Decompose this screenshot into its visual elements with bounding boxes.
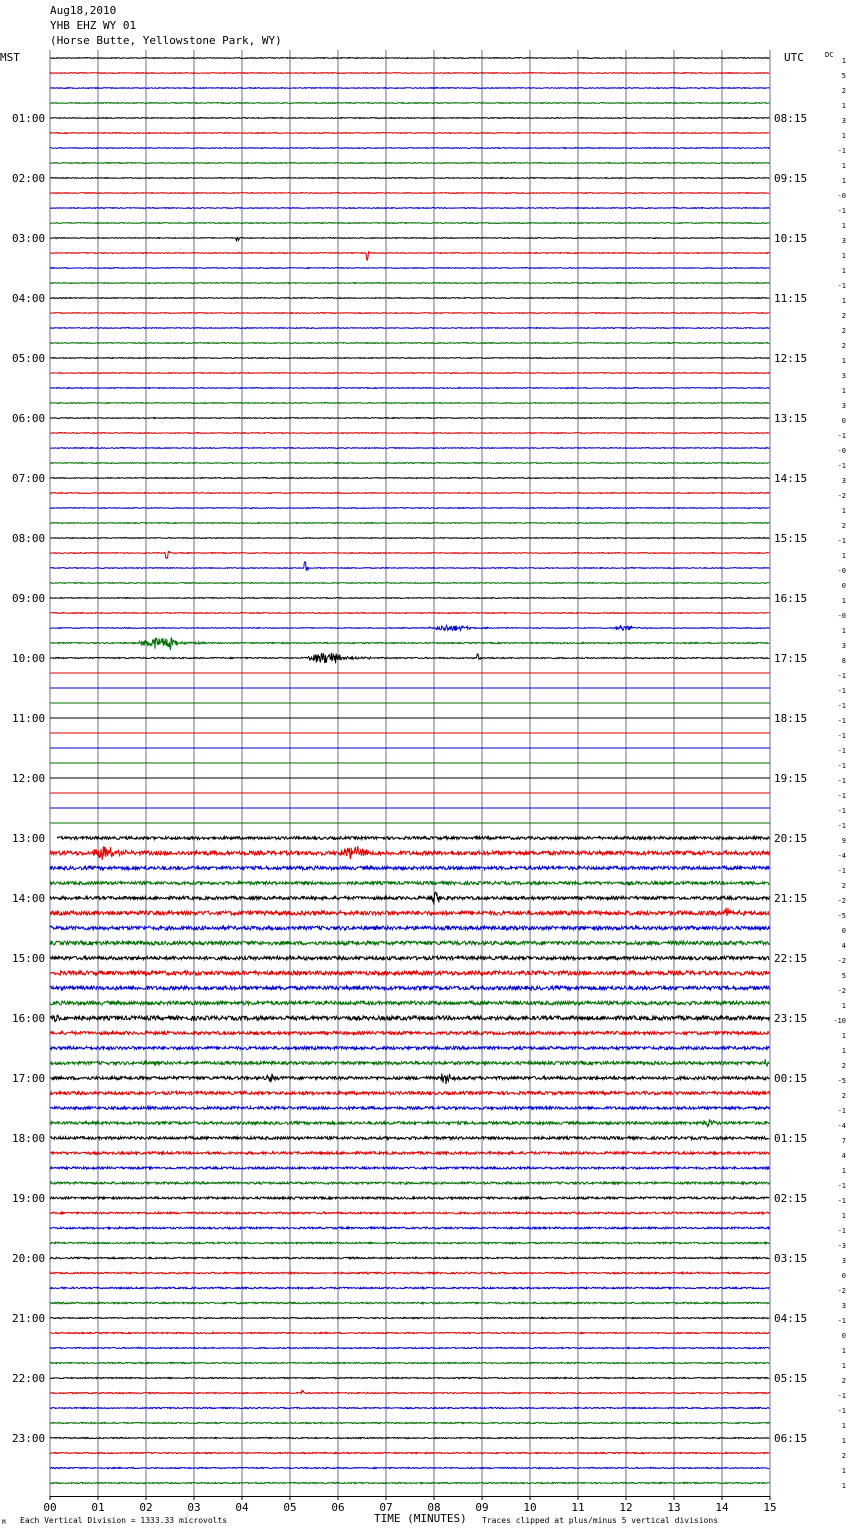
trace-row: [50, 956, 769, 960]
trace-row: [50, 1031, 769, 1034]
trace-row: [50, 523, 769, 524]
utc-hour-label: 18:15: [774, 712, 808, 725]
trace-row: [50, 1482, 769, 1483]
dc-offset-label: 2: [841, 1062, 846, 1070]
trace-row: [50, 1317, 769, 1318]
dc-offset-label: 1: [841, 1347, 846, 1355]
trace-row: [50, 941, 769, 945]
trace-row: [50, 237, 769, 241]
trace-row: [50, 118, 769, 119]
dc-offset-label: 1: [841, 1212, 846, 1220]
trace-row: [50, 298, 769, 299]
utc-hour-label: 03:15: [774, 1252, 808, 1265]
dc-offset-label: 3: [841, 477, 846, 485]
mst-hour-label: 09:00: [12, 592, 46, 605]
dc-offset-label: -1: [837, 1407, 846, 1415]
mst-hour-label: 14:00: [12, 892, 46, 905]
dc-offset-label: -2: [837, 492, 846, 500]
dc-offset-label: -1: [837, 1317, 846, 1325]
trace-row: [50, 1437, 769, 1438]
dc-offset-label: 0: [841, 1332, 846, 1340]
mst-hour-label: 20:00: [12, 1252, 46, 1265]
dc-offset-label: 1: [841, 1167, 846, 1175]
trace-row: [50, 493, 769, 494]
mst-hour-label: 03:00: [12, 232, 46, 245]
trace-row: [50, 193, 769, 194]
mst-hour-label: 18:00: [12, 1132, 46, 1145]
x-tick-label: 14: [715, 1501, 729, 1514]
trace-row: [50, 538, 769, 539]
dc-label: DC: [825, 51, 834, 59]
mst-hour-label: 05:00: [12, 352, 46, 365]
x-tick-label: 02: [139, 1501, 153, 1514]
trace-row: [50, 1212, 769, 1214]
dc-offset-label: 2: [841, 1452, 846, 1460]
mst-hour-label: 12:00: [12, 772, 46, 785]
trace-row: [57, 837, 769, 840]
utc-hour-label: 21:15: [774, 892, 808, 905]
trace-row: [50, 373, 769, 374]
dc-offset-label: -1: [837, 777, 846, 785]
trace-row: [50, 846, 769, 860]
trace-row: [50, 448, 769, 449]
trace-row: [50, 892, 769, 904]
dc-offset-label: -2: [837, 987, 846, 995]
dc-offset-label: -5: [837, 1077, 846, 1085]
x-tick-label: 04: [235, 1501, 249, 1514]
dc-offset-label: 3: [841, 117, 846, 125]
mst-hour-label: 23:00: [12, 1432, 46, 1445]
x-axis-line: [50, 1496, 770, 1497]
trace-row: [50, 1272, 769, 1274]
dc-offset-label: -1: [837, 822, 846, 830]
trace-row: [50, 1182, 769, 1184]
trace-row: [50, 583, 769, 584]
trace-row: [50, 1015, 769, 1022]
dc-offset-label: -4: [837, 852, 846, 860]
x-tick-label: 10: [523, 1501, 537, 1514]
dc-offset-label: 0: [841, 582, 846, 590]
mst-hour-label: 17:00: [12, 1072, 46, 1085]
dc-offset-label: 3: [841, 1302, 846, 1310]
dc-offset-label: 3: [841, 1257, 846, 1265]
utc-hour-label: 10:15: [774, 232, 808, 245]
header-date: Aug18,2010: [50, 4, 117, 17]
trace-row: [50, 926, 769, 930]
x-tick-label: 06: [331, 1501, 345, 1514]
dc-offset-label: 1: [841, 267, 846, 275]
utc-hour-label: 13:15: [774, 412, 808, 425]
trace-row: [50, 328, 769, 329]
dc-offset-label: 1: [841, 387, 846, 395]
dc-offset-label: 1: [841, 102, 846, 110]
dc-offset-label: 1: [841, 627, 846, 635]
x-tick-label: 07: [379, 1501, 393, 1514]
left-axis-label: MST: [0, 51, 20, 64]
dc-offset-label: 1: [841, 252, 846, 260]
trace-row: [50, 1242, 769, 1244]
dc-offset-label: -1: [837, 537, 846, 545]
trace-row: [50, 551, 769, 558]
dc-offset-label: 1: [841, 552, 846, 560]
trace-row: [50, 971, 769, 975]
trace-row: [50, 1167, 769, 1169]
dc-offset-label: 1: [841, 57, 846, 65]
utc-hour-label: 22:15: [774, 952, 808, 965]
utc-hour-label: 14:15: [774, 472, 808, 485]
x-tick-label: 01: [91, 1501, 105, 1514]
utc-hour-label: 04:15: [774, 1312, 808, 1325]
dc-offset-label: -1: [837, 792, 846, 800]
dc-offset-label: 1: [841, 1467, 846, 1475]
trace-row: [50, 1197, 769, 1199]
dc-offset-label: -1: [837, 687, 846, 695]
trace-row: [50, 1059, 769, 1067]
mst-hour-label: 04:00: [12, 292, 46, 305]
x-tick-label: 09: [475, 1501, 489, 1514]
trace-row: [50, 1107, 769, 1110]
trace-row: [50, 1001, 769, 1005]
dc-offset-label: -0: [837, 447, 846, 455]
trace-row: [50, 1302, 769, 1304]
dc-offset-label: 4: [841, 1152, 846, 1160]
trace-row: [50, 508, 769, 509]
dc-offset-label: 1: [841, 1482, 846, 1490]
division-note: Each Vertical Division = 1333.33 microvolts: [20, 1516, 228, 1525]
dc-offset-label: 2: [841, 87, 846, 95]
trace-row: [50, 163, 769, 164]
dc-offset-label: -1: [837, 432, 846, 440]
utc-hour-label: 23:15: [774, 1012, 808, 1025]
trace-row: [50, 613, 769, 614]
trace-row: [50, 343, 769, 344]
dc-offset-label: -1: [837, 1197, 846, 1205]
x-tick-label: 08: [427, 1501, 441, 1514]
dc-offset-label: 2: [841, 882, 846, 890]
right-axis-label: UTC: [784, 51, 804, 64]
dc-offset-label: -0: [837, 192, 846, 200]
dc-offset-label: -1: [837, 717, 846, 725]
dc-offset-label: 1: [841, 177, 846, 185]
dc-offset-label: 1: [841, 1362, 846, 1370]
corner-mark: M: [2, 1519, 6, 1526]
trace-row: [50, 403, 769, 404]
trace-row: [50, 1074, 769, 1085]
dc-offset-label: 0: [841, 417, 846, 425]
dc-offset-label: -2: [837, 957, 846, 965]
x-tick-label: 05: [283, 1501, 297, 1514]
dc-offset-label: 1: [841, 597, 846, 605]
dc-offset-label: 3: [841, 642, 846, 650]
x-tick-label: 00: [43, 1501, 57, 1514]
trace-row: [50, 178, 769, 179]
trace-row: [50, 986, 769, 990]
utc-hour-label: 09:15: [774, 172, 808, 185]
mst-hour-label: 13:00: [12, 832, 46, 845]
dc-offset-label: 1: [841, 1437, 846, 1445]
mst-hour-label: 16:00: [12, 1012, 46, 1025]
x-tick-label: 03: [187, 1501, 201, 1514]
dc-offset-label: -1: [837, 702, 846, 710]
mst-hour-label: 22:00: [12, 1372, 46, 1385]
trace-row: [50, 418, 769, 419]
x-tick-label: 11: [571, 1501, 585, 1514]
dc-offset-label: -1: [837, 147, 846, 155]
trace-row: [50, 313, 769, 314]
mst-hour-label: 01:00: [12, 112, 46, 125]
utc-hour-label: 15:15: [774, 532, 808, 545]
trace-row: [50, 88, 769, 89]
axis-labels: [12, 57, 846, 1514]
dc-offset-label: 1: [841, 297, 846, 305]
seismic-traces: [50, 58, 770, 1484]
header-location: (Horse Butte, Yellowstone Park, WY): [50, 34, 282, 47]
header-station: YHB EHZ WY 01: [50, 19, 137, 32]
mst-hour-label: 11:00: [12, 712, 46, 725]
dc-offset-label: -1: [837, 207, 846, 215]
utc-hour-label: 00:15: [774, 1072, 808, 1085]
trace-row: [50, 73, 769, 74]
trace-row: [50, 625, 769, 631]
dc-offset-label: 0: [841, 927, 846, 935]
trace-row: [50, 148, 769, 149]
trace-row: [50, 1257, 769, 1259]
dc-offset-label: 5: [841, 72, 846, 80]
trace-row: [50, 58, 769, 59]
trace-row: [50, 1467, 769, 1468]
dc-offset-label: -1: [837, 762, 846, 770]
dc-offset-label: 0: [841, 1272, 846, 1280]
trace-row: [50, 1347, 769, 1348]
dc-offset-label: 1: [841, 1002, 846, 1010]
utc-hour-label: 12:15: [774, 352, 808, 365]
trace-row: [50, 598, 769, 599]
trace-row: [50, 881, 769, 884]
trace-row: [50, 463, 769, 464]
dc-offset-label: -5: [837, 912, 846, 920]
mst-hour-label: 02:00: [12, 172, 46, 185]
trace-row: [50, 1332, 769, 1333]
utc-hour-label: 17:15: [774, 652, 808, 665]
dc-offset-label: 5: [841, 972, 846, 980]
trace-row: [50, 433, 769, 434]
dc-offset-label: 1: [841, 1047, 846, 1055]
trace-row: [50, 1227, 769, 1229]
trace-row: [50, 133, 769, 134]
trace-row: [50, 1137, 769, 1140]
trace-row: [50, 908, 769, 916]
mst-hour-label: 10:00: [12, 652, 46, 665]
mst-hour-label: 06:00: [12, 412, 46, 425]
dc-offset-label: 1: [841, 222, 846, 230]
utc-hour-label: 20:15: [774, 832, 808, 845]
dc-offset-label: 7: [841, 1137, 846, 1145]
dc-offset-label: 1: [841, 162, 846, 170]
utc-hour-label: 01:15: [774, 1132, 808, 1145]
trace-row: [50, 1377, 769, 1378]
trace-row: [50, 562, 769, 571]
dc-offset-label: 2: [841, 1092, 846, 1100]
dc-offset-label: -1: [837, 462, 846, 470]
trace-row: [50, 388, 769, 389]
dc-offset-label: 4: [841, 942, 846, 950]
trace-row: [50, 1287, 769, 1289]
dc-offset-label: 3: [841, 237, 846, 245]
dc-offset-label: -1: [837, 807, 846, 815]
dc-offset-label: 2: [841, 522, 846, 530]
dc-offset-label: -4: [837, 1122, 846, 1130]
utc-hour-label: 08:15: [774, 112, 808, 125]
dc-offset-label: -1: [837, 1182, 846, 1190]
trace-row: [50, 1362, 769, 1363]
dc-offset-label: -1: [837, 282, 846, 290]
mst-hour-label: 07:00: [12, 472, 46, 485]
dc-offset-label: 9: [841, 837, 846, 845]
trace-row: [50, 478, 769, 479]
trace-row: [50, 208, 769, 209]
utc-hour-label: 19:15: [774, 772, 808, 785]
x-tick-label: 15: [763, 1501, 777, 1514]
dc-offset-label: -10: [833, 1017, 846, 1025]
x-axis-title: TIME (MINUTES): [374, 1512, 467, 1525]
trace-row: [50, 358, 769, 359]
trace-row: [50, 653, 769, 664]
dc-offset-label: 8: [841, 657, 846, 665]
trace-row: [50, 1390, 769, 1394]
trace-row: [50, 1119, 769, 1126]
dc-offset-label: -0: [837, 612, 846, 620]
dc-offset-label: -1: [837, 732, 846, 740]
dc-offset-label: -1: [837, 1227, 846, 1235]
dc-offset-label: -1: [837, 672, 846, 680]
dc-offset-label: -1: [837, 1107, 846, 1115]
mst-hour-label: 15:00: [12, 952, 46, 965]
utc-hour-label: 05:15: [774, 1372, 808, 1385]
trace-row: [50, 637, 769, 650]
trace-row: [50, 1407, 769, 1408]
utc-hour-label: 11:15: [774, 292, 808, 305]
dc-offset-label: -0: [837, 567, 846, 575]
x-tick-label: 13: [667, 1501, 681, 1514]
mst-hour-label: 08:00: [12, 532, 46, 545]
dc-offset-label: 3: [841, 402, 846, 410]
dc-offset-label: 1: [841, 1032, 846, 1040]
dc-offset-label: 2: [841, 327, 846, 335]
dc-offset-label: 3: [841, 372, 846, 380]
utc-hour-label: 16:15: [774, 592, 808, 605]
dc-offset-label: -2: [837, 1287, 846, 1295]
trace-row: [50, 1091, 769, 1094]
clip-note: Traces clipped at plus/minus 5 vertical divisions: [482, 1516, 719, 1525]
dc-offset-label: 2: [841, 342, 846, 350]
dc-offset-label: -3: [837, 1242, 846, 1250]
dc-offset-label: 1: [841, 1422, 846, 1430]
dc-offset-label: 1: [841, 507, 846, 515]
mst-hour-label: 21:00: [12, 1312, 46, 1325]
trace-row: [50, 1452, 769, 1453]
dc-offset-label: -2: [837, 897, 846, 905]
trace-row: [50, 1152, 769, 1155]
x-tick-label: 12: [619, 1501, 633, 1514]
dc-offset-label: 2: [841, 1377, 846, 1385]
dc-offset-label: 1: [841, 357, 846, 365]
dc-offset-label: 2: [841, 312, 846, 320]
dc-offset-label: 1: [841, 132, 846, 140]
utc-hour-label: 06:15: [774, 1432, 808, 1445]
utc-hour-label: 02:15: [774, 1192, 808, 1205]
dc-offset-label: -1: [837, 747, 846, 755]
trace-row: [50, 223, 769, 224]
dc-offset-label: -1: [837, 867, 846, 875]
trace-row: [50, 1422, 769, 1423]
dc-offset-label: -1: [837, 1392, 846, 1400]
trace-row: [50, 1046, 769, 1049]
trace-row: [50, 251, 769, 260]
trace-row: [50, 103, 769, 104]
trace-row: [50, 283, 769, 284]
trace-row: [50, 866, 769, 870]
trace-row: [50, 268, 769, 269]
mst-hour-label: 19:00: [12, 1192, 46, 1205]
